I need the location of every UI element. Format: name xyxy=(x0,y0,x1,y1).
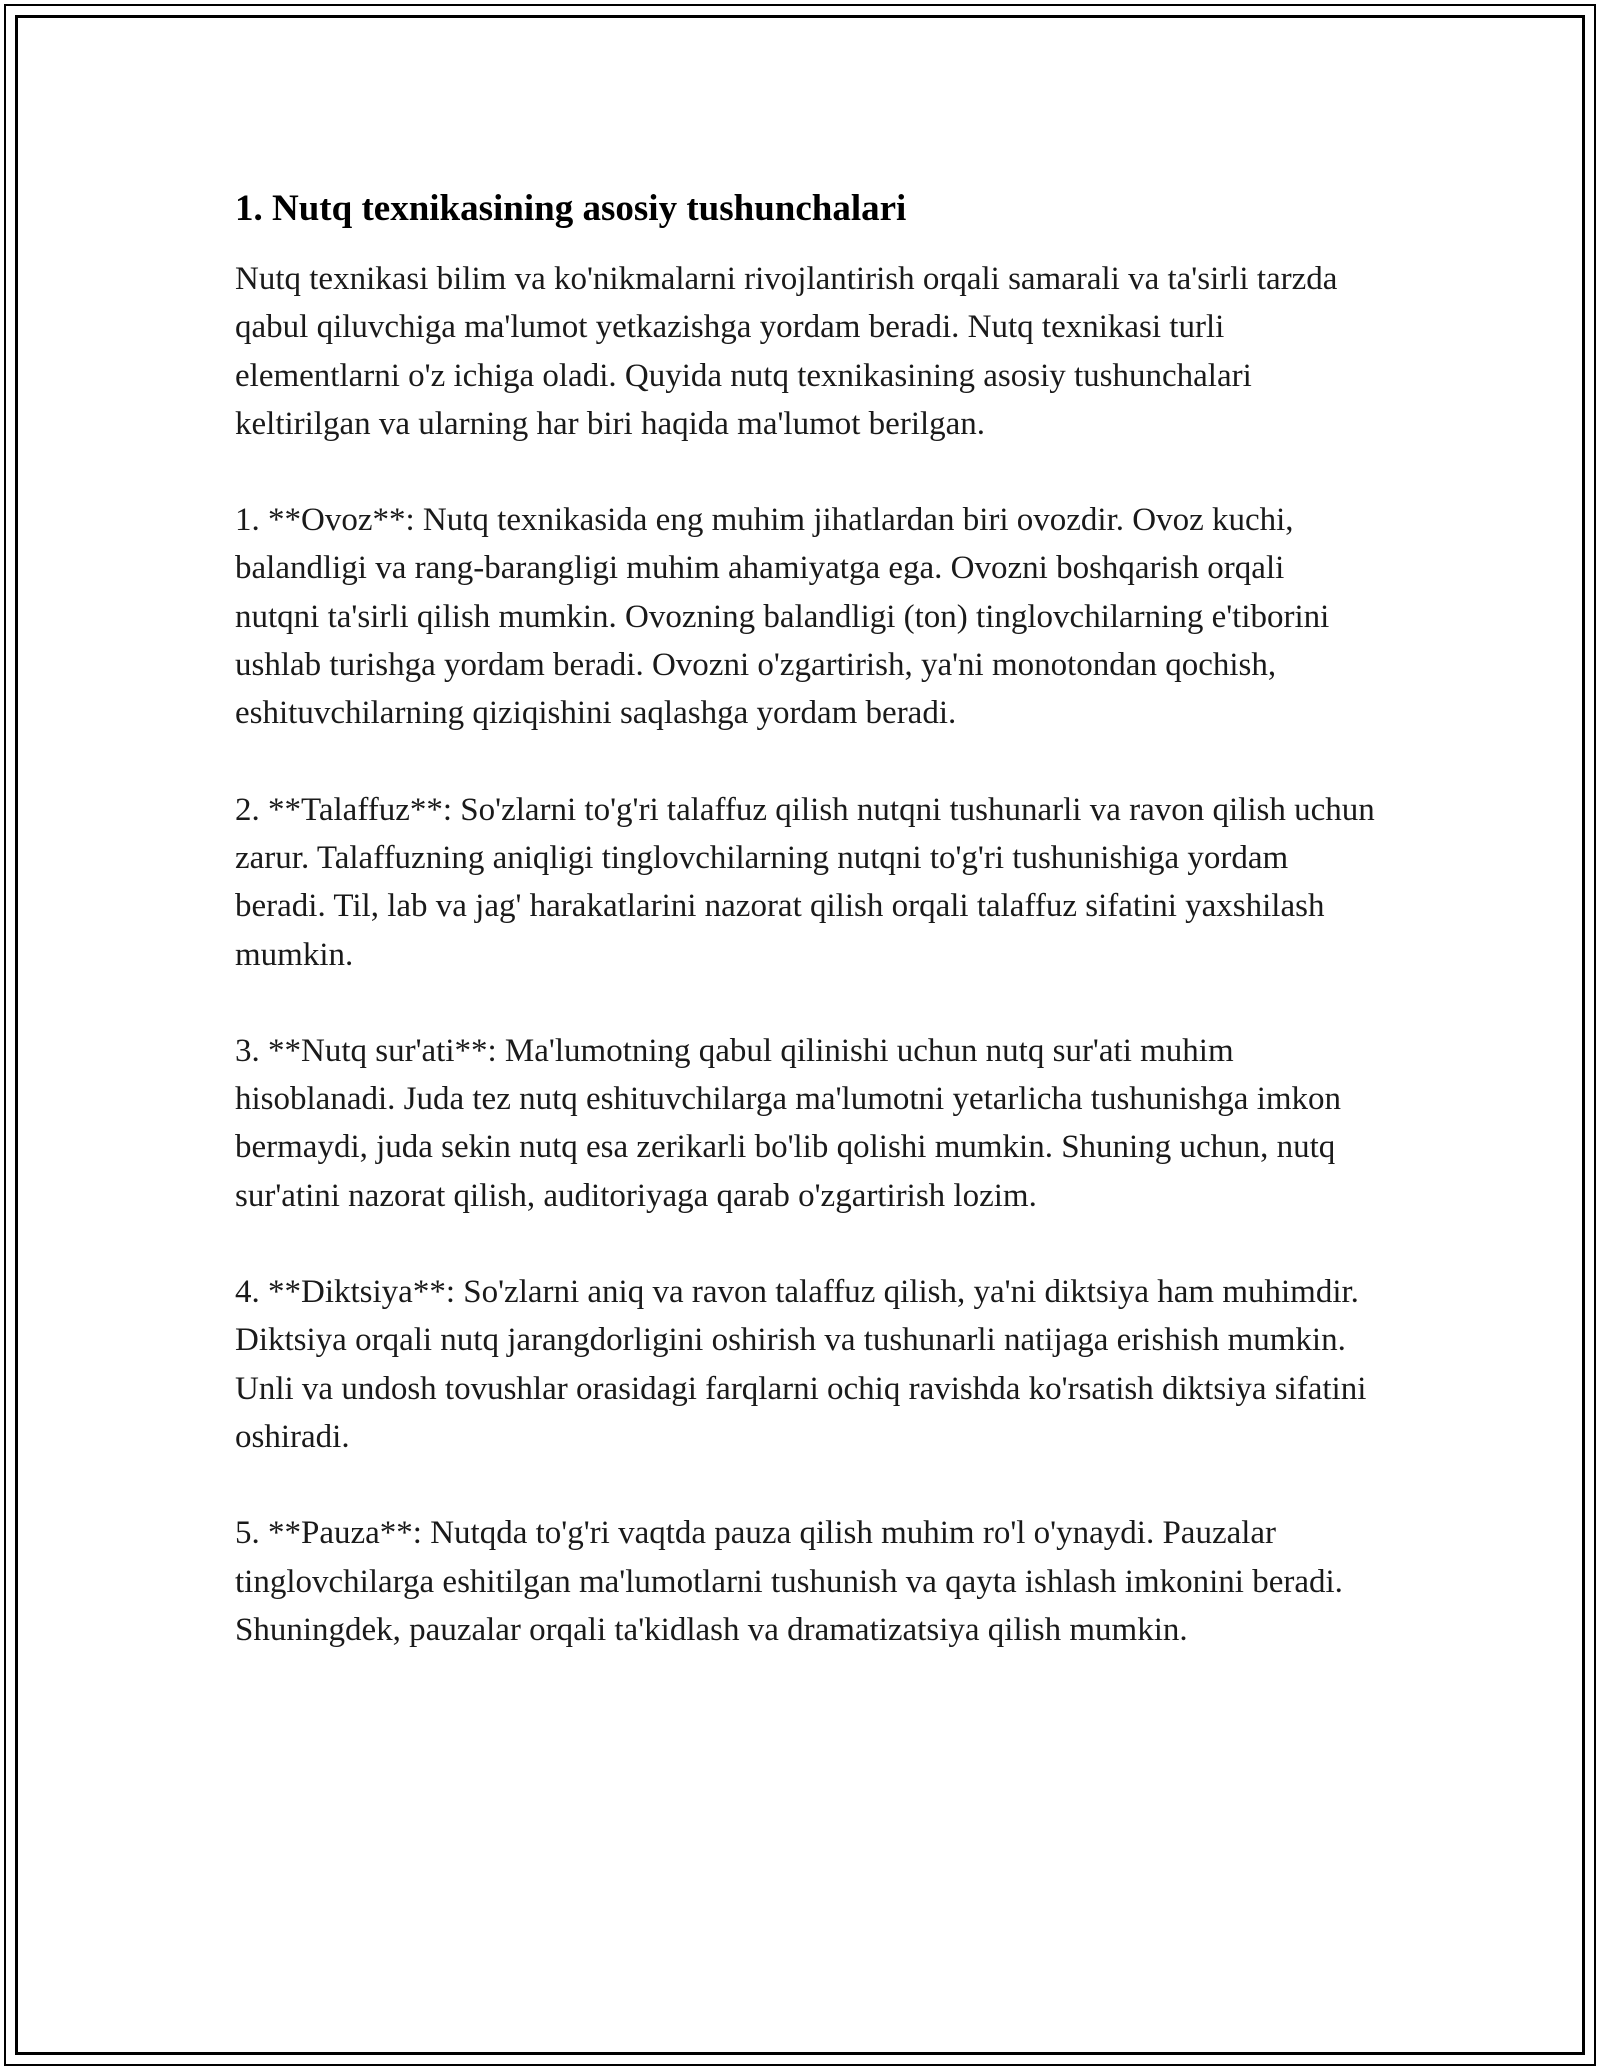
paragraph-pauza: 5. **Pauza**: Nutqda to'g'ri vaqtda pauza qilish muhim ro'l o'ynaydi. Pauzalar tinglovchilarga eshitilgan ma'lumotlarni tushunish va qayta ishlash imkonini beradi. Shuningdek, pauzalar orqali ta'kidlash va dramatizatsiya qilish mumkin. xyxy=(235,1515,1343,1648)
paragraph-ovoz: 1. **Ovoz**: Nutq texnikasida eng muhim jihatlardan biri ovozdir. Ovoz kuchi, balandligi va rang-barangligi muhim ahamiyatga ega. Ovozni boshqarish orqali nutqni ta'sirli qilish mumkin. Ovozning balandligi (ton) tinglovchilarning e'tiborini ushlab turishga yordam beradi. Ovozni o'zgartirish, ya'ni monotondan qochish, eshituvchilarning qiziqishini saqlashga yordam beradi. xyxy=(235,502,1330,732)
document-title: 1. Nutq texnikasining asosiy tushunchalari xyxy=(235,188,907,229)
paragraph-diktsiya: 4. **Diktsiya**: So'zlarni aniq va ravon talaffuz qilish, ya'ni diktsiya ham muhimdir. Diktsiya orqali nutq jarangdorligini oshirish va tushunarli natijaga erishish mumkin. Unli va undosh tovushlar orasidagi farqlarni ochiq ravishda ko'rsatish diktsiya sifatini oshiradi. xyxy=(235,1274,1367,1455)
paragraph-talaffuz: 2. **Talaffuz**: So'zlarni to'g'ri talaffuz qilish nutqni tushunarli va ravon qilish uchun zarur. Talaffuzning aniqligi tinglovchilarning nutqni to'g'ri tushunishiga yordam beradi. Til, lab va jag' harakatlarini nazorat qilish orqali talaffuz sifatini yaxshilash mumkin. xyxy=(235,791,1375,973)
intro-paragraph: Nutq texnikasi bilim va ko'nikmalarni rivojlantirish orqali samarali va ta'sirli tarzda qabul qiluvchiga ma'lumot yetkazishga yordam beradi. Nutq texnikasi turli elementlarni o'z ichiga oladi. Quyida nutq texnikasining asosiy tushunchalari keltirilgan va ularning har biri haqida ma'lumot berilgan. xyxy=(235,261,1338,442)
paragraph-nutq-surati: 3. **Nutq sur'ati**: Ma'lumotning qabul qilinishi uchun nutq sur'ati muhim hisoblanadi. Juda tez nutq eshituvchilarga ma'lumotni yetarlicha tushunishga imkon bermaydi, juda sekin nutq esa zerikarli bo'lib qolishi mumkin. Shuning uchun, nutq sur'atini nazorat qilish, auditoriyaga qarab o'zgartirish lozim. xyxy=(235,1032,1342,1214)
document-body xyxy=(235,185,1375,1654)
